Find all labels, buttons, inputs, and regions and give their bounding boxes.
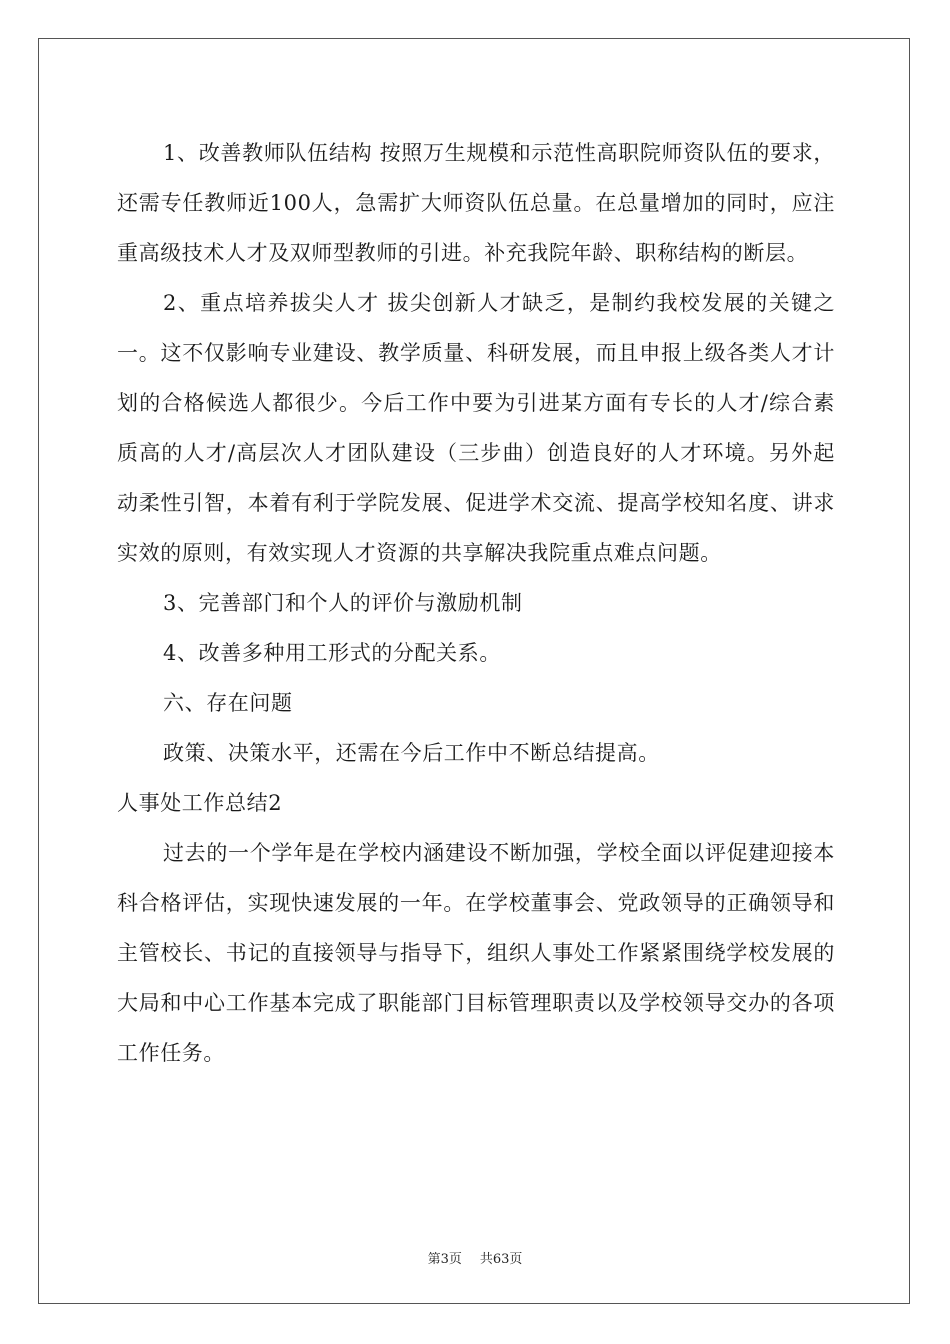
document-body	[117, 128, 835, 1078]
paragraph-2: 2、重点培养拔尖人才 拔尖创新人才缺乏，是制约我校发展的关键之一。这不仅影响专业建设、教学质量、科研发展，而且申报上级各类人才计划的合格候选人都很少。今后工作中要为引进某方面有专长的人才/综合素质高的人才/高层次人才团队建设（三步曲）创造良好的人才环境。另外起动柔性引智，本着有利于学院发展、促进学术交流、提高学校知名度、讲求实效的原则，有效实现人才资源的共享解决我院重点难点问题。	[117, 291, 835, 565]
paragraph-6: 政策、决策水平，还需在今后工作中不断总结提高。	[163, 741, 660, 765]
document-heading: 人事处工作总结2	[117, 791, 283, 815]
section-heading-problems: 六、存在问题	[163, 691, 293, 715]
paragraph-8: 过去的一个学年是在学校内涵建设不断加强，学校全面以评促建迎接本科合格评估，实现快速发展的一年。在学校董事会、党政领导的正确领导和主管校长、书记的直接领导与指导下，组织人事处工作紧紧围绕学校发展的大局和中心工作基本完成了职能部门目标管理职责以及学校领导交办的各项工作任务。	[117, 841, 835, 1065]
page-total: 共63页	[479, 1252, 523, 1267]
paragraph-1: 1、改善教师队伍结构 按照万生规模和示范性高职院师资队伍的要求，还需专任教师近100人，急需扩大师资队伍总量。在总量增加的同时，应注重高级技术人才及双师型教师的引进。补充我院年龄、职称结构的断层。	[117, 141, 835, 265]
paragraph-3: 3、完善部门和个人的评价与激励机制	[163, 591, 523, 615]
paragraph-4: 4、改善多种用工形式的分配关系。	[163, 641, 501, 665]
page-footer	[0, 1248, 950, 1267]
page-number: 第3页	[427, 1252, 462, 1267]
